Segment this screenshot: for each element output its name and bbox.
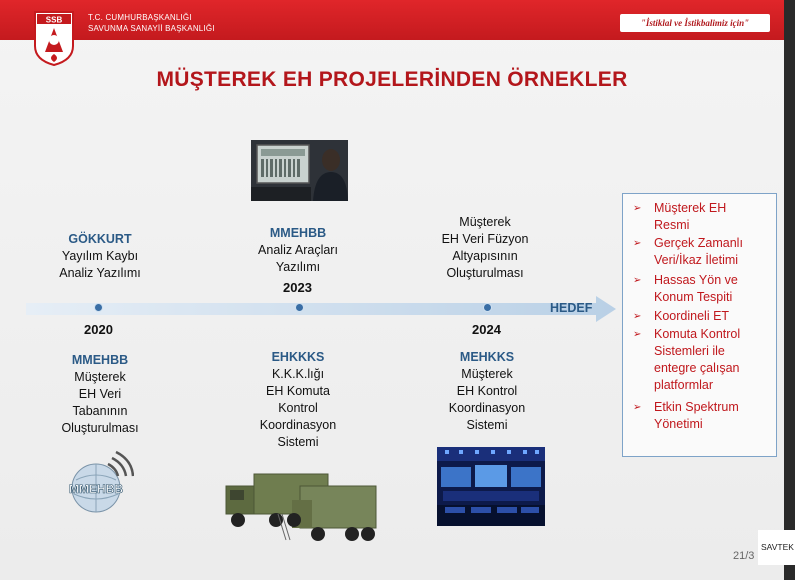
item-mehkks-line: EH Kontrol [456, 384, 518, 398]
goal-line: Müşterek EH [654, 201, 727, 215]
item-mmehbb-2020-line: EH Veri [78, 387, 122, 401]
item-ehkkks-line: K.K.K.lığı [271, 367, 325, 381]
item-mmehbb-2023-line: Yazılımı [275, 260, 321, 274]
item-mmehbb-2020 [40, 352, 160, 437]
logo-text: SSB [45, 15, 63, 25]
item-mmehbb-2023-label: MMEHBB [269, 226, 327, 240]
arrowhead-icon: ➢ [633, 402, 642, 413]
timeline-hedef-label: HEDEF [550, 301, 593, 315]
goal-item [633, 326, 773, 394]
org-line-2: SAVUNMA SANAYİİ BAŞKANLIĞI [88, 24, 215, 33]
item-gokkurt-label: GÖKKURT [68, 232, 132, 246]
year-2023: 2023 [283, 280, 312, 295]
goal-item [633, 272, 773, 306]
savtek-watermark: SAVTEK [758, 530, 795, 565]
item-eh-veri-fuzyon-line: EH Veri Füzyon [441, 232, 529, 246]
item-mmehbb-2020-line: Müşterek [74, 370, 126, 384]
item-ehkkks-line: Sistemi [277, 435, 319, 449]
military-trucks-image [222, 470, 380, 544]
timeline-dot-2023 [295, 303, 304, 312]
goal-line: Gerçek Zamanlı [654, 236, 743, 250]
item-mmehbb-2020-line: Oluşturulması [61, 421, 139, 435]
item-gokkurt-line: Yayılım Kaybı [61, 249, 139, 263]
item-mmehbb-2023 [238, 225, 358, 276]
timeline-dot-2024 [483, 303, 492, 312]
goal-line: Komuta Kontrol [654, 327, 741, 341]
slide-title: MÜŞTEREK EH PROJELERİNDEN ÖRNEKLER [156, 68, 628, 91]
goal-line: Etkin Spektrum [654, 400, 739, 414]
command-center-image [437, 447, 545, 526]
goal-item [633, 200, 773, 234]
year-2020: 2020 [84, 322, 113, 337]
item-mehkks [425, 349, 549, 434]
item-eh-veri-fuzyon-line: Müşterek [459, 215, 511, 229]
item-eh-veri-fuzyon-line: Oluşturulması [446, 266, 524, 280]
goal-line: Koordineli ET [654, 309, 730, 323]
goal-line: platformlar [654, 378, 714, 392]
goal-item [633, 308, 773, 325]
item-ehkkks [238, 349, 358, 451]
item-mehkks-line: Sistemi [466, 418, 508, 432]
mmehbb-logo [62, 450, 134, 516]
goal-line: Hassas Yön ve [654, 273, 738, 287]
org-name [88, 12, 215, 34]
item-ehkkks-label: EHKKKS [271, 350, 325, 364]
year-2024: 2024 [472, 322, 501, 337]
goal-line: Sistemleri ile [654, 344, 725, 358]
item-eh-veri-fuzyon-line: Altyapısının [452, 249, 518, 263]
item-mehkks-line: Müşterek [461, 367, 513, 381]
item-mehkks-label: MEHKKS [459, 350, 515, 364]
item-ehkkks-line: EH Komuta [266, 384, 330, 398]
goal-line: Resmi [654, 218, 690, 232]
goals-box [622, 193, 777, 457]
goal-item [633, 235, 773, 269]
analyst-photo [251, 140, 348, 201]
item-mmehbb-2023-line: Analiz Araçları [258, 243, 338, 257]
arrowhead-icon: ➢ [633, 238, 642, 249]
page-number: 21/3 [733, 550, 755, 562]
item-mmehbb-2020-label: MMEHBB [71, 353, 129, 367]
goal-line: entegre çalışan [654, 361, 740, 375]
ssb-logo [33, 10, 75, 66]
goal-line: Konum Tespiti [654, 290, 733, 304]
org-line-1: T.C. CUMHURBAŞKANLIĞI [88, 13, 192, 22]
timeline-dot-2020 [94, 303, 103, 312]
item-gokkurt [40, 231, 160, 282]
item-gokkurt-line: Analiz Yazılımı [59, 266, 141, 280]
item-ehkkks-line: Koordinasyon [259, 418, 337, 432]
header-bar [0, 0, 784, 40]
arrowhead-icon: ➢ [633, 329, 642, 340]
arrowhead-icon: ➢ [633, 203, 642, 214]
mmehbb-logo-text: MMEHBB [69, 482, 123, 496]
motto-banner: "İstiklal ve İstikbalimiz için" [620, 14, 770, 32]
goal-line: Veri/İkaz İletimi [654, 253, 739, 267]
timeline-arrow [26, 296, 616, 322]
goal-item [633, 399, 773, 433]
arrowhead-icon: ➢ [633, 311, 642, 322]
goal-line: Yönetimi [654, 417, 703, 431]
arrowhead-icon: ➢ [633, 275, 642, 286]
item-mehkks-line: Koordinasyon [448, 401, 526, 415]
item-mmehbb-2020-line: Tabanının [72, 404, 128, 418]
item-eh-veri-fuzyon [423, 214, 547, 282]
item-ehkkks-line: Kontrol [278, 401, 318, 415]
